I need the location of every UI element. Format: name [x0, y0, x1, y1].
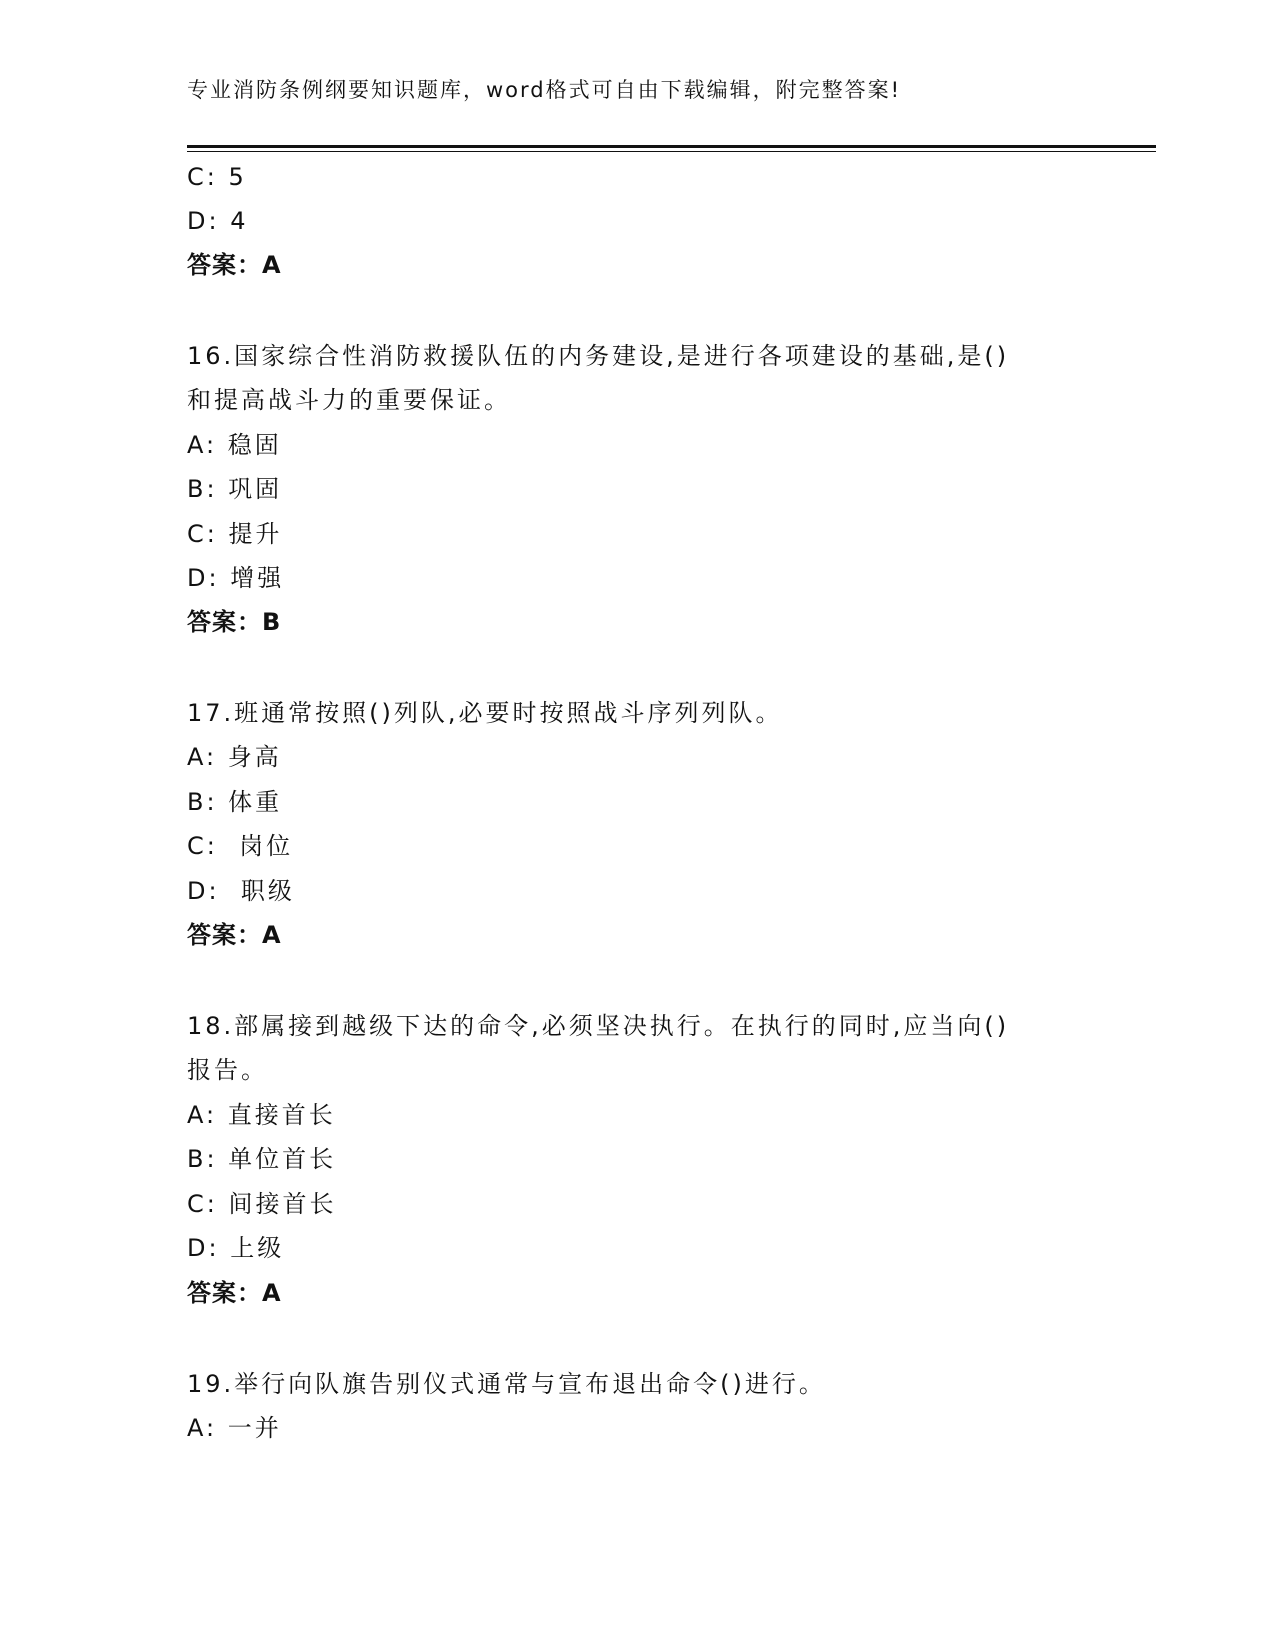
header-rule-thin [187, 151, 1156, 152]
answer-line: 答案：B [187, 608, 282, 636]
question-stem: 17.班通常按照()列队,必要时按照战斗序列列队。 [187, 699, 783, 727]
page-header: 专业消防条例纲要知识题库，word格式可自由下载编辑，附完整答案! [187, 78, 902, 102]
option-line: D: 上级 [187, 1234, 285, 1262]
option-line: D: 职级 [187, 877, 295, 905]
question-stem: 16.国家综合性消防救援队伍的内务建设,是进行各项建设的基础,是() [187, 342, 1010, 370]
option-line: A: 直接首长 [187, 1101, 336, 1129]
option-line: D: 4 [187, 207, 249, 235]
option-line: A: 身高 [187, 743, 282, 771]
option-line: D: 增强 [187, 564, 285, 592]
option-line: A: 一并 [187, 1414, 282, 1442]
option-line: B: 体重 [187, 788, 283, 816]
option-line: C: 提升 [187, 520, 283, 548]
answer-line: 答案：A [187, 921, 282, 949]
option-line: B: 单位首长 [187, 1145, 337, 1173]
option-line: A: 稳固 [187, 431, 282, 459]
option-line: C: 间接首长 [187, 1190, 337, 1218]
option-line: C: 岗位 [187, 832, 294, 860]
question-stem: 报告。 [187, 1056, 268, 1084]
option-line: C: 5 [187, 163, 247, 191]
answer-line: 答案：A [187, 251, 282, 279]
question-stem: 18.部属接到越级下达的命令,必须坚决执行。在执行的同时,应当向() [187, 1012, 1010, 1040]
option-line: B: 巩固 [187, 475, 283, 503]
answer-line: 答案：A [187, 1279, 282, 1307]
header-rule-thick [187, 145, 1156, 148]
question-stem: 和提高战斗力的重要保证。 [187, 386, 511, 414]
question-stem: 19.举行向队旗告别仪式通常与宣布退出命令()进行。 [187, 1370, 826, 1398]
